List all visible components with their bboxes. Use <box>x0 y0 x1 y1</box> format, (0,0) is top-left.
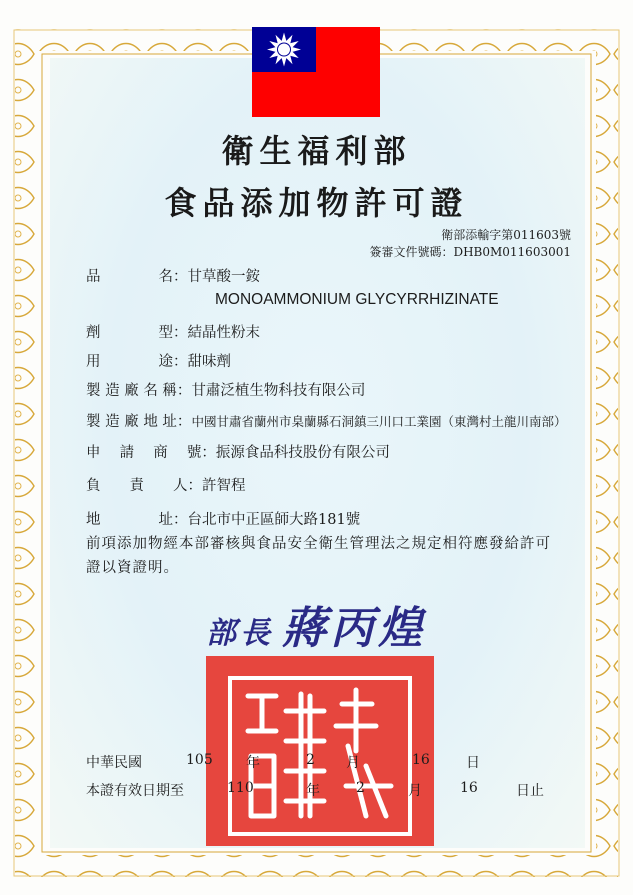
official-seal <box>206 656 434 846</box>
dosage-form: 結晶性粉末 <box>187 325 260 341</box>
date-day-unit: 日止 <box>516 783 544 799</box>
ministry-title: 衛生福利部 <box>221 132 412 170</box>
certification-statement: 前項添加物經本部審核與食品安全衛生管理法之規定相符應發給許可證以資證明。 <box>86 536 551 576</box>
applicant-name: 振源食品科技股份有限公司 <box>215 445 390 461</box>
field-applicant <box>86 441 390 462</box>
product-name: 甘草酸一銨 <box>187 269 260 285</box>
date-year-unit: 年 <box>246 755 260 771</box>
document-number: 簽審文件號碼：DHB0M011603001 <box>369 245 571 259</box>
factory-address: 中國甘肅省蘭州市臬蘭縣石洞鎮三川口工業園（東灣村土龍川南部） <box>191 414 567 429</box>
date-prefix: 本證有效日期至 <box>86 783 184 799</box>
field-label: 負 責 人： <box>86 478 202 494</box>
date-day: 16 <box>412 752 430 768</box>
national-flag-icon <box>252 27 380 117</box>
date-month: 2 <box>356 780 365 796</box>
date-prefix: 中華民國 <box>86 755 142 771</box>
date-year-unit: 年 <box>306 783 320 799</box>
date-month: 2 <box>306 752 315 768</box>
seal-stamp-icon <box>206 656 434 846</box>
field-label: 品 名： <box>86 269 188 285</box>
field-label: 申 請 商 號： <box>86 445 216 461</box>
field-label: 製 造 廠 名 稱： <box>86 383 192 399</box>
field-manufacturer <box>86 379 365 400</box>
manufacturer-name: 甘肅泛植生物科技有限公司 <box>191 383 366 399</box>
field-label: 製 造 廠 地 址： <box>86 414 192 430</box>
intended-use: 甜味劑 <box>187 354 231 370</box>
field-use <box>86 350 231 371</box>
date-day: 16 <box>460 780 478 796</box>
date-month-unit: 月 <box>408 783 422 799</box>
minister-signature: 蔣丙煌 <box>282 603 426 654</box>
date-year: 110 <box>227 780 254 796</box>
certificate-title: 食品添加物許可證 <box>164 184 469 222</box>
field-product <box>86 265 260 286</box>
date-year: 105 <box>186 752 213 768</box>
field-label: 用 途： <box>86 354 188 370</box>
responsible-person: 許智程 <box>202 478 246 494</box>
field-label: 地 址： <box>86 512 188 528</box>
field-factory-address <box>86 410 566 431</box>
field-label: 劑 型： <box>86 325 188 341</box>
date-day-unit: 日 <box>466 755 480 771</box>
field-form <box>86 321 260 342</box>
minister-title: 部長 <box>206 616 274 651</box>
date-month-unit: 月 <box>346 755 360 771</box>
field-responsible <box>86 474 246 495</box>
applicant-address: 台北市中正區師大路181號 <box>187 512 361 528</box>
product-name-english: MONOAMMONIUM GLYCYRRHIZINATE <box>215 291 499 308</box>
reference-number: 衛部添輸字第011603號 <box>441 228 571 242</box>
field-address <box>86 508 360 529</box>
